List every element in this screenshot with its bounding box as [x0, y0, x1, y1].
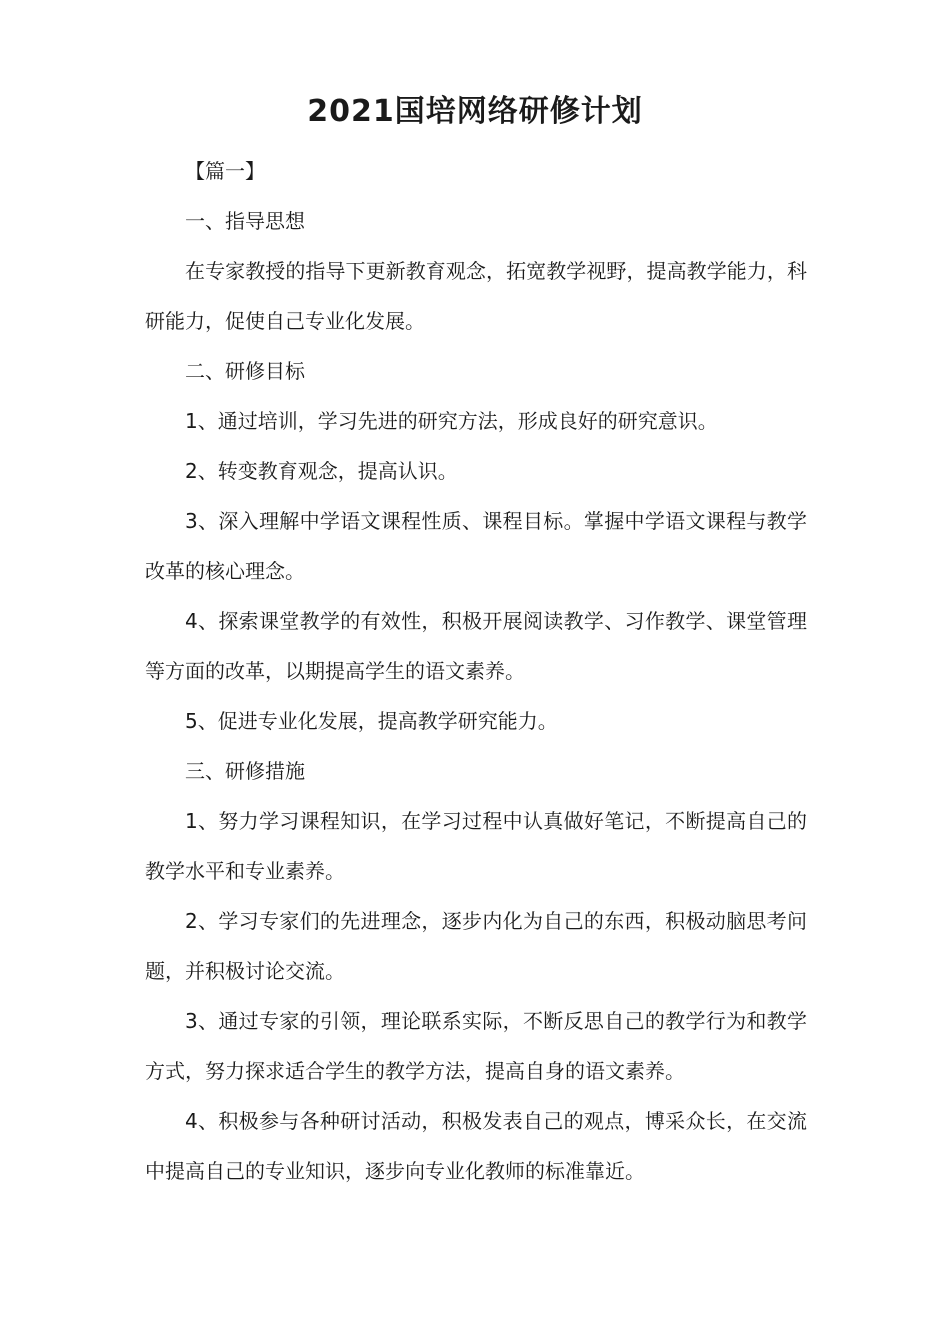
- list-item: 4、探索课堂教学的有效性，积极开展阅读教学、习作教学、课堂管理等方面的改革，以期提高学生的语文素养。: [145, 609, 807, 683]
- list-item: 2、转变教育观念，提高认识。: [185, 459, 458, 483]
- section-heading-goals: 二、研修目标: [185, 359, 305, 383]
- list-item: 4、积极参与各种研讨活动，积极发表自己的观点，博采众长，在交流中提高自己的专业知识，逐步向专业化教师的标准靠近。: [145, 1109, 807, 1183]
- list-item: 5、促进专业化发展，提高教学研究能力。: [185, 709, 558, 733]
- section-marker: 【篇一】: [185, 159, 265, 183]
- list-item: 3、深入理解中学语文课程性质、课程目标。掌握中学语文课程与教学改革的核心理念。: [145, 509, 807, 583]
- document-title: 2021国培网络研修计划: [307, 94, 643, 129]
- list-item: 2、学习专家们的先进理念，逐步内化为自己的东西，积极动脑思考问题，并积极讨论交流。: [145, 909, 807, 983]
- section-heading-guiding-ideology: 一、指导思想: [185, 209, 305, 233]
- section-heading-measures: 三、研修措施: [185, 759, 305, 783]
- paragraph: 在专家教授的指导下更新教育观念，拓宽教学视野，提高教学能力，科研能力，促使自己专业化发展。: [145, 259, 807, 333]
- list-item: 1、通过培训，学习先进的研究方法，形成良好的研究意识。: [185, 409, 718, 433]
- list-item: 1、努力学习课程知识，在学习过程中认真做好笔记，不断提高自己的教学水平和专业素养。: [145, 809, 807, 883]
- list-item: 3、通过专家的引领，理论联系实际，不断反思自己的教学行为和教学方式，努力探求适合学生的教学方法，提高自身的语文素养。: [145, 1009, 807, 1083]
- document-body: [145, 146, 807, 1196]
